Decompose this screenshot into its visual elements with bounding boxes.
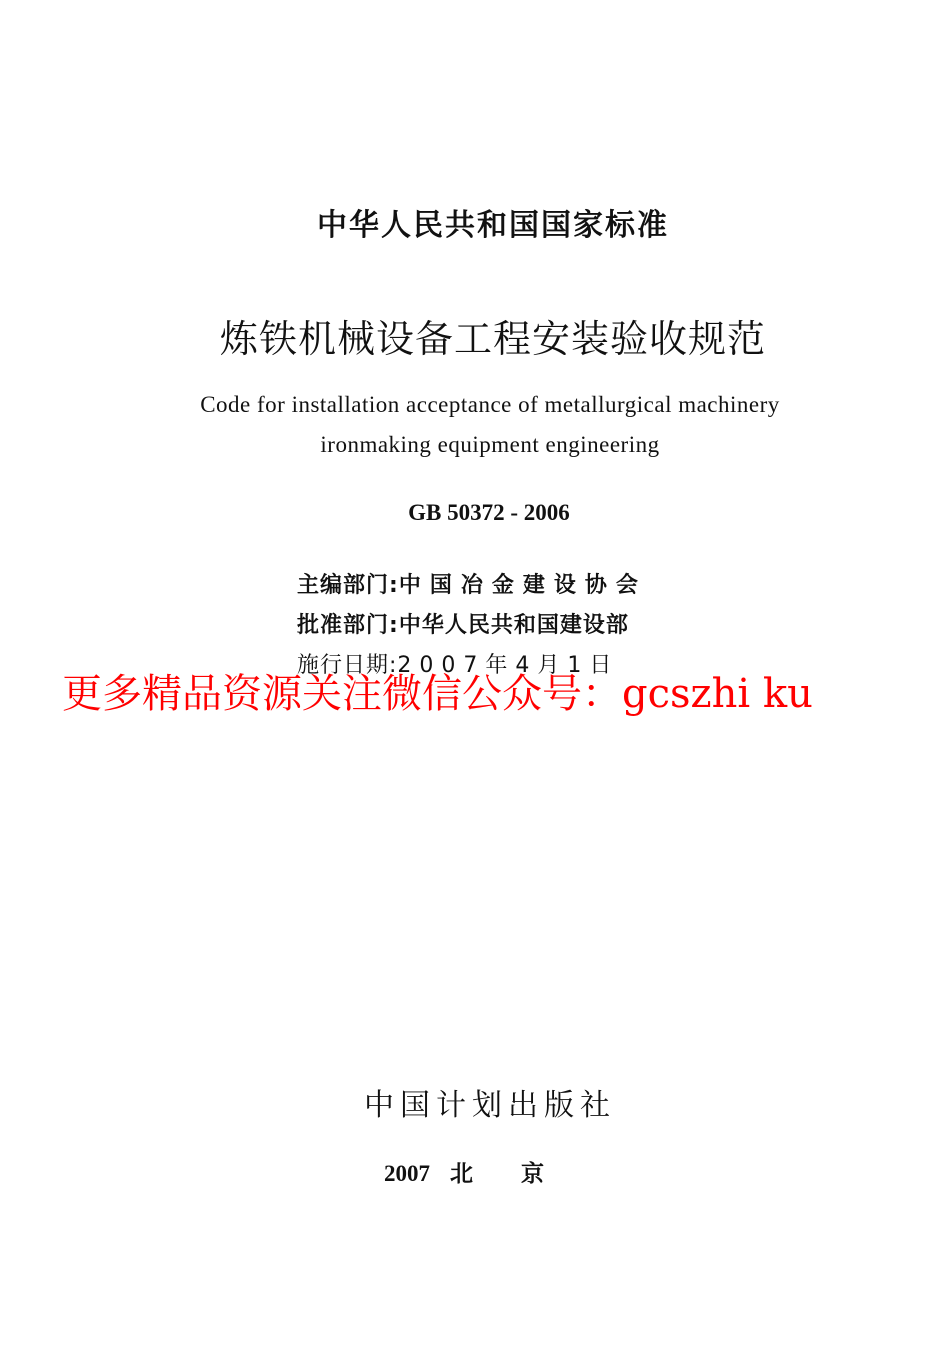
approver-value: 中华人民共和国建设部 — [398, 613, 629, 638]
publisher-name: 中国计划出版社 — [364, 1088, 616, 1123]
editor-value: 中国冶金建设协会 — [398, 573, 647, 598]
approver-department — [297, 608, 629, 639]
editor-label: 主编部门: — [297, 573, 399, 598]
effective-label: 施行日期: — [297, 653, 398, 678]
standard-title-chinese: 炼铁机械设备工程安装验收规范 — [219, 317, 766, 361]
effective-value: 2007年4月1日 — [397, 653, 620, 678]
approver-label: 批准部门: — [297, 613, 399, 638]
watermark-overlay: 更多精品资源关注微信公众号：gcszhi ku — [62, 671, 813, 717]
publication-imprint — [0, 1155, 950, 1188]
national-standard-heading: 中华人民共和国国家标准 — [317, 208, 669, 243]
standard-title-english-line1: Code for installation acceptance of metallurgical machinery — [200, 392, 780, 417]
editor-department — [297, 568, 647, 599]
publication-city: 北京 — [450, 1161, 592, 1187]
publication-year: 2007 — [384, 1161, 430, 1186]
standard-code: GB 50372 - 2006 — [408, 500, 570, 525]
standard-title-english-line2: ironmaking equipment engineering — [320, 432, 660, 457]
